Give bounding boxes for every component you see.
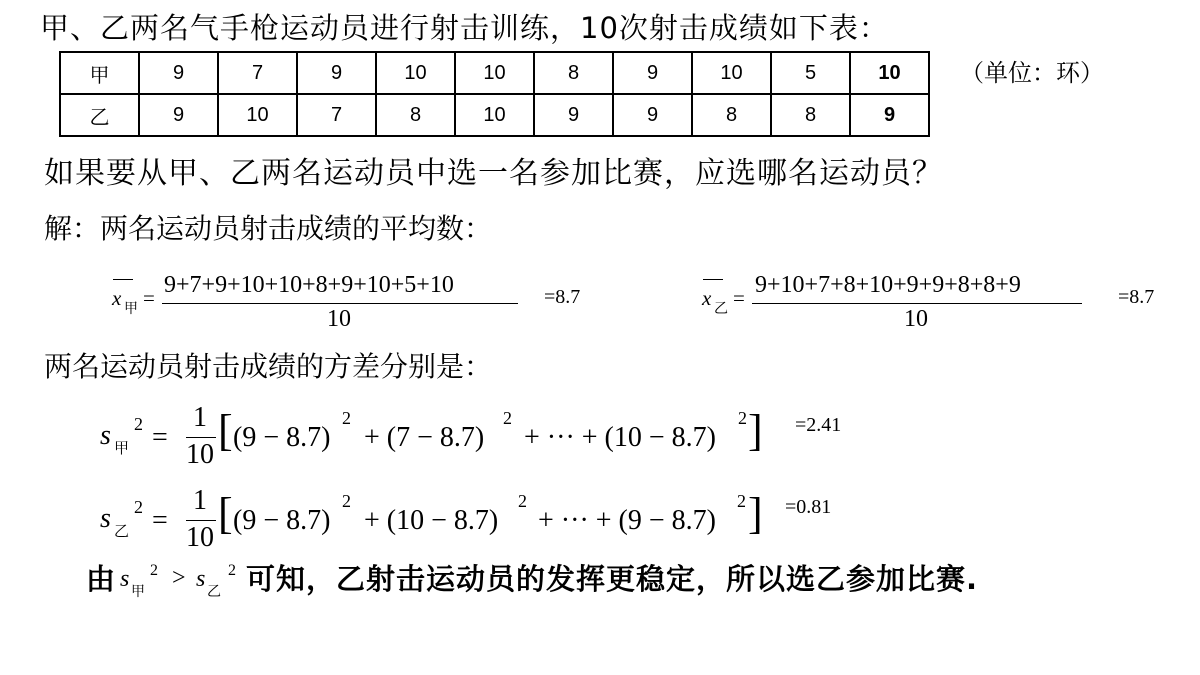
var-result: =2.41 [795, 414, 842, 436]
var-eq: = [152, 505, 168, 536]
mean-result: =8.7 [1118, 286, 1155, 308]
score-cell: 9 [534, 94, 613, 136]
mean-result: =8.7 [544, 286, 581, 308]
mean-numerator: 9+7+9+10+10+8+9+10+5+10 [164, 272, 454, 298]
term-2-exp: 2 [518, 491, 527, 511]
score-cell: 7 [218, 52, 297, 94]
score-cell: 9 [297, 52, 376, 94]
score-cell: 10 [376, 52, 455, 94]
overline-mark [703, 279, 723, 280]
score-cell: 9 [139, 52, 218, 94]
row-name-cell: 乙 [60, 94, 139, 136]
conclusion-text: 可知，乙射击运动员的发挥更稳定，所以选乙参加比赛. [246, 562, 979, 596]
term-1-exp: 2 [342, 491, 351, 511]
overline-mark [113, 279, 133, 280]
conclusion-gt: > [172, 565, 186, 591]
right-bracket: ] [748, 406, 763, 455]
conclusion-sub1: 甲 [131, 584, 145, 600]
score-cell: 8 [534, 52, 613, 94]
conclusion [86, 557, 1166, 607]
mean-denominator: 10 [904, 306, 928, 332]
var-result: =0.81 [785, 496, 832, 518]
conclusion-s1: s [120, 566, 130, 592]
score-cell: 5 [771, 52, 850, 94]
score-cell: 9 [139, 94, 218, 136]
score-table [59, 51, 930, 137]
score-cell: 8 [771, 94, 850, 136]
coef-den: 10 [186, 439, 214, 470]
mean-denominator: 10 [327, 306, 351, 332]
score-cell: 9 [850, 94, 929, 136]
coef-line [186, 520, 216, 521]
table-row [60, 94, 929, 136]
conclusion-exp1: 2 [150, 562, 158, 579]
coef-line [186, 437, 216, 438]
term-3-exp: 2 [737, 491, 746, 511]
var-symbol: s [100, 420, 111, 451]
score-cell: 10 [218, 94, 297, 136]
mean-sub: 甲 [124, 301, 138, 317]
mean-eq: = [143, 286, 155, 310]
conclusion-sub2: 乙 [207, 584, 221, 600]
term-3-exp: 2 [738, 408, 747, 428]
score-cell: 8 [692, 94, 771, 136]
var-symbol: s [100, 503, 111, 534]
fraction-line [162, 303, 518, 304]
question-text: 如果要从甲、乙两名运动员中选一名参加比赛，应选哪名运动员？ [44, 156, 943, 191]
term-1-exp: 2 [342, 408, 351, 428]
coef-num: 1 [193, 402, 207, 433]
score-cell: 10 [455, 52, 534, 94]
var-exp: 2 [134, 414, 143, 434]
score-cell: 7 [297, 94, 376, 136]
var-sub: 乙 [114, 522, 130, 540]
mean-var: x [702, 286, 712, 310]
coef-num: 1 [193, 485, 207, 516]
term-2: + (10 − 8.7) [364, 505, 499, 536]
solution-intro: 解：两名运动员射击成绩的平均数： [44, 212, 493, 245]
score-cell: 10 [692, 52, 771, 94]
var-exp: 2 [134, 497, 143, 517]
score-cell: 10 [455, 94, 534, 136]
term-1: (9 − 8.7) [233, 422, 331, 453]
problem-title: 甲、乙两名气手枪运动员进行射击训练，10次射击成绩如下表： [40, 11, 889, 45]
score-cell: 10 [850, 52, 929, 94]
right-bracket: ] [748, 489, 763, 538]
mean-eq: = [733, 286, 745, 310]
var-sub: 甲 [114, 439, 130, 457]
left-bracket: [ [218, 406, 233, 455]
variance-intro: 两名运动员射击成绩的方差分别是： [44, 350, 493, 383]
table-row [60, 52, 929, 94]
score-cell: 8 [376, 94, 455, 136]
term-2-exp: 2 [503, 408, 512, 428]
term-3: + ··· + (9 − 8.7) [538, 505, 716, 536]
term-3: + ··· + (10 − 8.7) [524, 422, 716, 453]
fraction-line [752, 303, 1082, 304]
mean-sub: 乙 [714, 301, 728, 317]
mean-var: x [112, 286, 122, 310]
mean-numerator: 9+10+7+8+10+9+9+8+8+9 [755, 272, 1021, 298]
coef-den: 10 [186, 522, 214, 553]
score-cell: 9 [613, 52, 692, 94]
conclusion-s2: s [196, 566, 206, 592]
conclusion-prefix: 由 [86, 562, 116, 596]
conclusion-exp2: 2 [228, 562, 236, 579]
var-eq: = [152, 422, 168, 453]
score-cell: 9 [613, 94, 692, 136]
left-bracket: [ [218, 489, 233, 538]
term-1: (9 − 8.7) [233, 505, 331, 536]
row-name-cell: 甲 [60, 52, 139, 94]
unit-label: （单位：环） [960, 59, 1104, 87]
term-2: + (7 − 8.7) [364, 422, 485, 453]
